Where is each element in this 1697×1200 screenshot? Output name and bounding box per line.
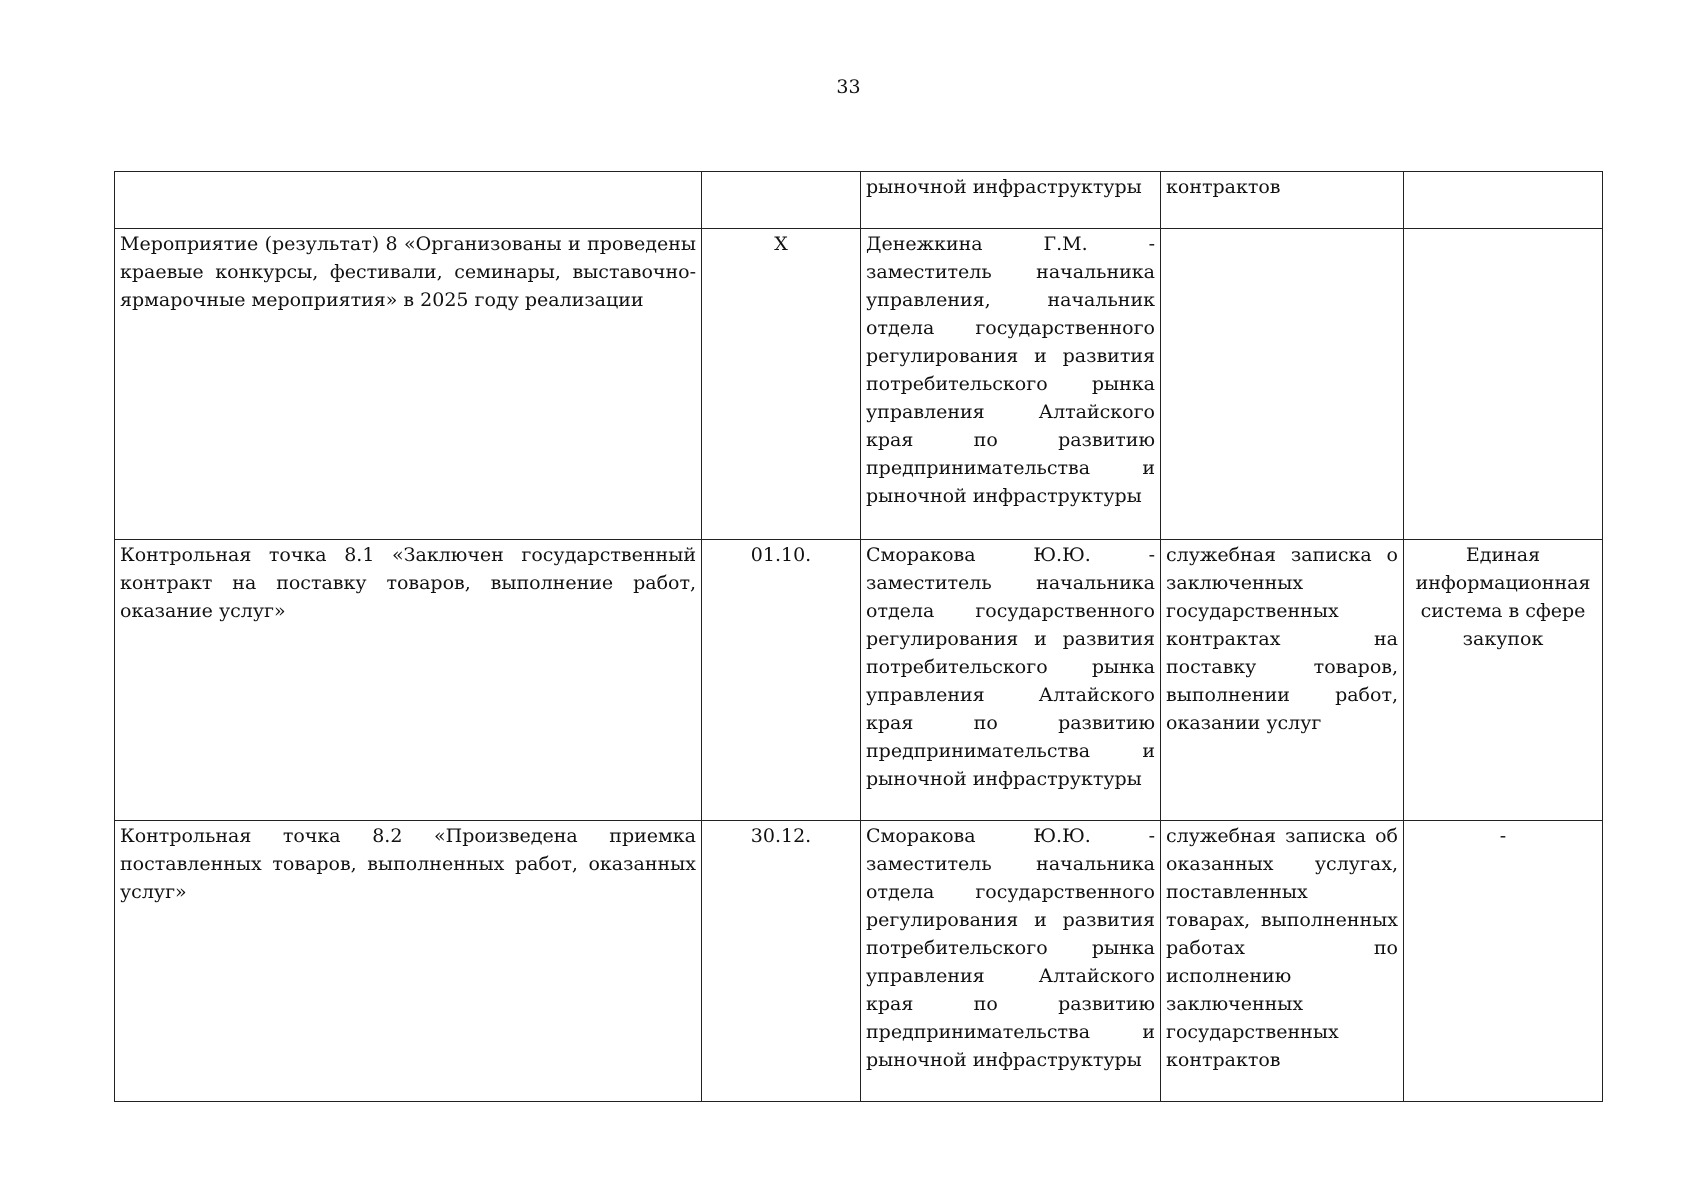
info-system-cell: - bbox=[1404, 821, 1603, 1102]
document-cell: контрактов bbox=[1161, 172, 1404, 229]
table-row bbox=[115, 229, 1603, 540]
responsible-cell: Сморакова Ю.Ю. - заместитель начальника отдела государственного регулирования и развития потребительского рынка управления Алтайского края по развитию предпринимательства и рыночной инфраструктуры bbox=[861, 821, 1161, 1102]
document-cell: служебная записка о заключенных государственных контрактах на поставку товаров, выполнении работ, оказании услуг bbox=[1161, 540, 1404, 821]
responsible-cell: Денежкина Г.М. - заместитель начальника управления, начальник отдела государственного регулирования и развития потребительского рынка управления Алтайского края по развитию предпринимательства и рыночной инфраструктуры bbox=[861, 229, 1161, 540]
deadline-cell: 01.10. bbox=[702, 540, 861, 821]
page-number: 33 bbox=[836, 76, 861, 98]
document-cell bbox=[1161, 229, 1404, 540]
event-name-cell: Контрольная точка 8.2 «Произведена приемка поставленных товаров, выполненных работ, оказанных услуг» bbox=[115, 821, 702, 1102]
plan-table bbox=[114, 171, 1603, 1102]
document-cell: служебная записка об оказанных услугах, поставленных товарах, выполненных работах по исполнению заключенных государственных контрактов bbox=[1161, 821, 1404, 1102]
table-row bbox=[115, 821, 1603, 1102]
deadline-cell: Х bbox=[702, 229, 861, 540]
info-system-cell bbox=[1404, 172, 1603, 229]
event-name-cell: Мероприятие (результат) 8 «Организованы и проведены краевые конкурсы, фестивали, семинары, выставочно-ярмарочные мероприятия» в 2025 году реализации bbox=[115, 229, 702, 540]
table-row bbox=[115, 172, 1603, 229]
responsible-cell: рыночной инфраструктуры bbox=[861, 172, 1161, 229]
deadline-cell: 30.12. bbox=[702, 821, 861, 1102]
event-name-cell: Контрольная точка 8.1 «Заключен государственный контракт на поставку товаров, выполнение работ, оказание услуг» bbox=[115, 540, 702, 821]
table-row bbox=[115, 540, 1603, 821]
info-system-cell: Единая информационная система в сфере закупок bbox=[1404, 540, 1603, 821]
info-system-cell bbox=[1404, 229, 1603, 540]
event-name-cell bbox=[115, 172, 702, 229]
deadline-cell bbox=[702, 172, 861, 229]
responsible-cell: Сморакова Ю.Ю. - заместитель начальника отдела государственного регулирования и развития потребительского рынка управления Алтайского края по развитию предпринимательства и рыночной инфраструктуры bbox=[861, 540, 1161, 821]
